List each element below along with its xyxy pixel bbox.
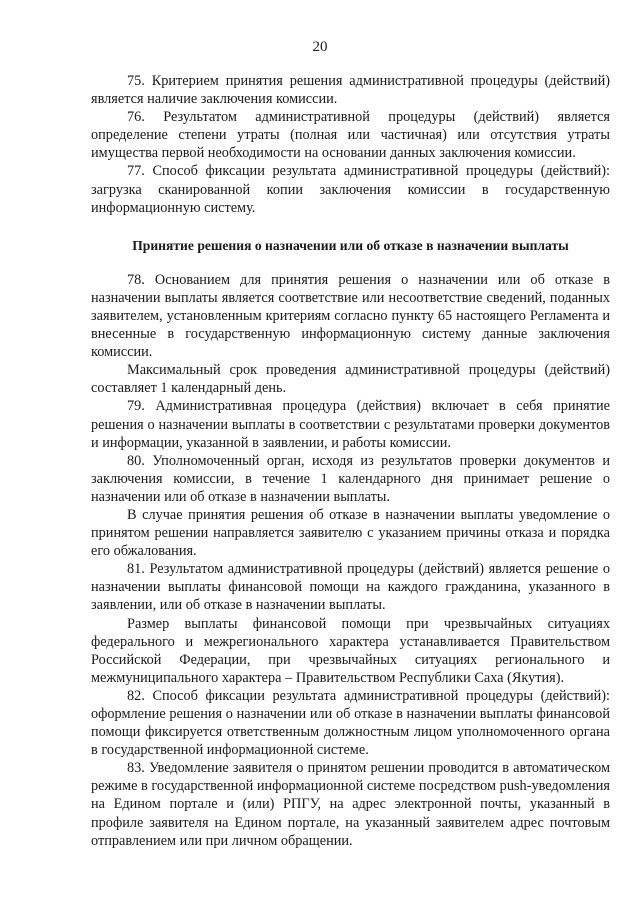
page-number: 20: [312, 39, 328, 55]
paragraph-76: 76. Результатом административной процедуры (действий) является определение степени утраты (полная или частичная) или отсутствия утраты имущества первой необходимости на основании данных заключения комиссии.: [91, 109, 610, 162]
paragraph-80-refusal: В случае принятия решения об отказе в назначении выплаты уведомление о принятом решении направляется заявителю с указанием причины отказа и порядка его обжалования.: [91, 506, 610, 560]
paragraph-79: 79. Административная процедура (действия) включает в себя принятие решения о назначении выплаты в соответствии с результатами проверки документов и информации, указанной в заявлении, и работы комиссии.: [91, 398, 610, 451]
paragraph-78-deadline: Максимальный срок проведения административной процедуры (действий) составляет 1 календарный день.: [91, 362, 610, 397]
section-heading: Принятие решения о назначении или об отказе в назначении выплаты: [132, 237, 569, 253]
document-body: [91, 72, 610, 850]
paragraph-75: 75. Критерием принятия решения административной процедуры (действий) является наличие заключения комиссии.: [91, 73, 610, 108]
paragraph-83: 83. Уведомление заявителя о принятом решении проводится в автоматическом режиме в государственной информационной системе посредством push-уведомления на Едином портале и (или) РПГУ, на адрес электронной почты, указанный в профиле заявителя на Едином портале, на указанный заявителем адрес почтовым отправлением или при личном обращении.: [91, 760, 610, 849]
paragraph-80: 80. Уполномоченный орган, исходя из результатов проверки документов и заключения комиссии, в течение 1 календарного дня принимает решение о назначении или об отказе в назначении выплаты.: [91, 452, 610, 505]
paragraph-78: 78. Основанием для принятия решения о назначении или об отказе в назначении выплаты является соответствие или несоответствие сведений, поданных заявителем, установленным критериям согласно пункту 65 настоящего Регламента и внесенные в государственную информационную систему данные заключения комиссии.: [91, 271, 610, 361]
paragraph-82: 82. Способ фиксации результата административной процедуры (действий): оформление решения о назначении или об отказе в назначении выплаты финансовой помощи фиксируется ответственным должностным лицом уполномоченного органа в государственной информационной системе.: [91, 687, 610, 759]
paragraph-81: 81. Результатом административной процедуры (действий) является решение о назначении выплаты финансовой помощи на каждого гражданина, указанного в заявлении, или об отказе в назначении выплаты.: [91, 561, 610, 614]
paragraph-81-amount: Размер выплаты финансовой помощи при чрезвычайных ситуациях федерального и межрегионального характера устанавливается Правительством Российской Федерации, при чрезвычайных ситуациях регионального и межмуниципального характера – Правительством Республики Саха (Якутия).: [91, 615, 610, 686]
paragraph-77: 77. Способ фиксации результата административной процедуры (действий): загрузка сканированной копии заключения комиссии в государственную информационную систему.: [91, 163, 610, 216]
